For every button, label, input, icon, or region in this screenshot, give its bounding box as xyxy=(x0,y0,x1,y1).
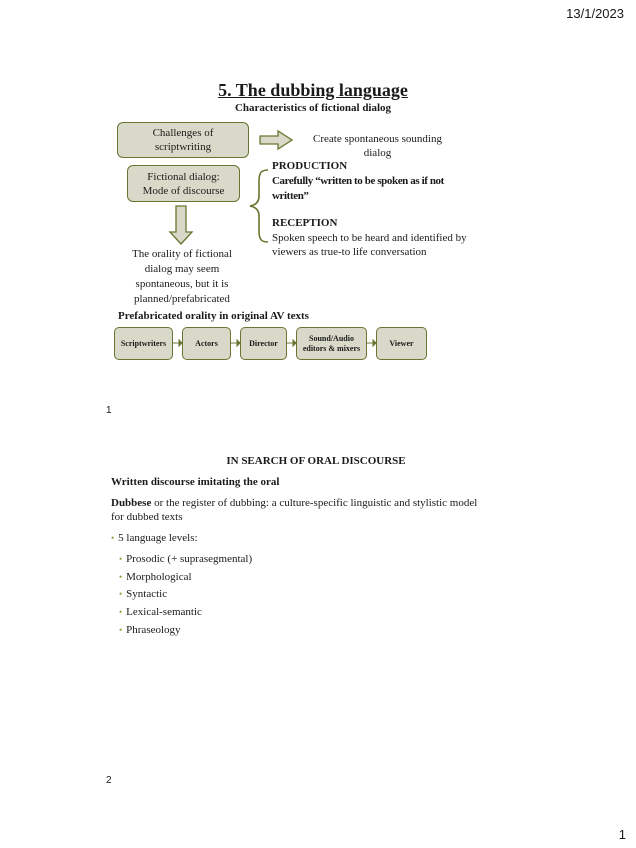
down-arrow-icon xyxy=(170,206,192,244)
slide1-title: 5. The dubbing language xyxy=(218,80,408,100)
bullet-icon: • xyxy=(119,625,123,635)
list-item xyxy=(119,606,202,618)
list-item xyxy=(119,588,167,600)
prefab-heading: Prefabricated orality in original AV texts xyxy=(118,310,309,322)
right-arrow-icon xyxy=(260,131,292,149)
bullet-icon: • xyxy=(119,554,123,564)
slide2-number: 2 xyxy=(106,775,112,786)
flow-connectors xyxy=(173,340,376,346)
flow-box-viewer: Viewer xyxy=(376,327,427,360)
level-label: Prosodic (+ suprasegmental) xyxy=(126,553,253,565)
slide1-number: 1 xyxy=(106,405,112,416)
flow-box-sound-editors: Sound/Audio editors & mixers xyxy=(296,327,367,360)
fictional-dialog-label: Fictional dialog: Mode of discourse xyxy=(142,170,225,197)
list-item xyxy=(119,553,252,565)
challenges-label: Challenges of scriptwriting xyxy=(152,127,214,153)
dubbese-definition: or the register of dubbing: a culture-specific linguistic and stylistic model for dubbed texts xyxy=(111,497,478,523)
create-dialog-text: Create spontaneous sounding dialog xyxy=(313,133,442,159)
dubbese-term: Dubbese xyxy=(111,497,152,509)
reception-heading: RECEPTION xyxy=(272,217,338,229)
reception-text: Spoken speech to be heard and identified by viewers as true-to life conversation xyxy=(272,232,467,258)
list-item xyxy=(119,624,181,636)
level-label: Syntactic xyxy=(126,588,168,600)
list-item xyxy=(119,571,192,583)
levels-intro: 5 language levels: xyxy=(118,532,198,544)
page-number: 1 xyxy=(618,827,626,842)
slide2-heading: Written discourse imitating the oral xyxy=(111,476,280,488)
slide1-subtitle: Characteristics of fictional dialog xyxy=(234,102,392,114)
curly-brace-icon xyxy=(250,170,268,242)
flow-box-director: Director xyxy=(240,327,287,360)
bullet-icon: • xyxy=(119,607,123,617)
bullet-icon: • xyxy=(119,589,123,599)
production-text: Carefully “written to be spoken as if not written” xyxy=(272,175,444,202)
production-heading: PRODUCTION xyxy=(272,160,348,172)
bullet-icon: • xyxy=(119,572,123,582)
level-label: Lexical-semantic xyxy=(126,606,202,618)
flow-box-actors: Actors xyxy=(182,327,231,360)
slide2-title: IN SEARCH OF ORAL DISCOURSE xyxy=(226,455,406,467)
levels-intro-item xyxy=(111,532,198,544)
date-label: 13/1/2023 xyxy=(566,6,624,21)
bullet-icon: • xyxy=(111,533,115,543)
orality-text: The orality of fictional dialog may seem spontaneous, but it is planned/prefabricated xyxy=(132,248,232,305)
level-label: Phraseology xyxy=(126,624,181,636)
flow-box-scriptwriters: Scriptwriters xyxy=(114,327,173,360)
level-label: Morphological xyxy=(126,571,192,583)
dubbese-paragraph xyxy=(111,496,491,524)
